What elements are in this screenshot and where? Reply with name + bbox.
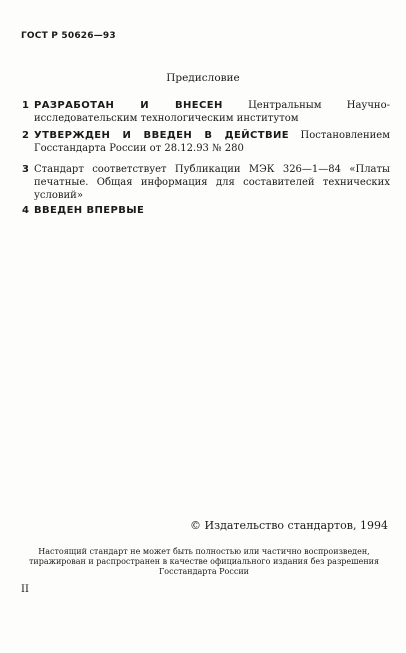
- item-body: [34, 163, 390, 202]
- document-code: ГОСТ Р 50626—93: [21, 31, 116, 41]
- item-text: Стандарт соответствует Публикации МЭК 326—1—84 «Платы печатные. Общая информация для составителей технических условий»: [34, 164, 390, 201]
- list-item: [22, 163, 390, 202]
- item-number: 2: [22, 130, 29, 141]
- item-text: Постановлением Госстандарта России от 28.12.93 № 280: [34, 130, 390, 154]
- list-item: [22, 204, 390, 217]
- copyright-line: © Издательство стандартов, 1994: [190, 519, 388, 532]
- item-body: [34, 99, 390, 125]
- reproduction-notice: Настоящий стандарт не может быть полностью или частично воспроизведен, тиражирован и распространен в качестве официального издания без разрешения Госстандарта России: [28, 547, 380, 576]
- page-number: II: [21, 584, 29, 595]
- section-title: Предисловие: [166, 72, 240, 84]
- item-caps: РАЗРАБОТАН И ВНЕСЕН: [34, 100, 223, 111]
- item-body: [34, 129, 390, 155]
- list-item: [22, 99, 390, 125]
- item-number: 4: [22, 205, 29, 216]
- item-body: [34, 204, 390, 217]
- item-text: Центральным Научно-исследовательским технологическим институтом: [34, 100, 390, 124]
- item-number: 3: [22, 164, 29, 175]
- item-caps: ВВЕДЕН ВПЕРВЫЕ: [34, 205, 145, 216]
- item-caps: УТВЕРЖДЕН И ВВЕДЕН В ДЕЙСТВИЕ: [34, 130, 289, 141]
- item-number: 1: [22, 100, 29, 111]
- list-item: [22, 129, 390, 155]
